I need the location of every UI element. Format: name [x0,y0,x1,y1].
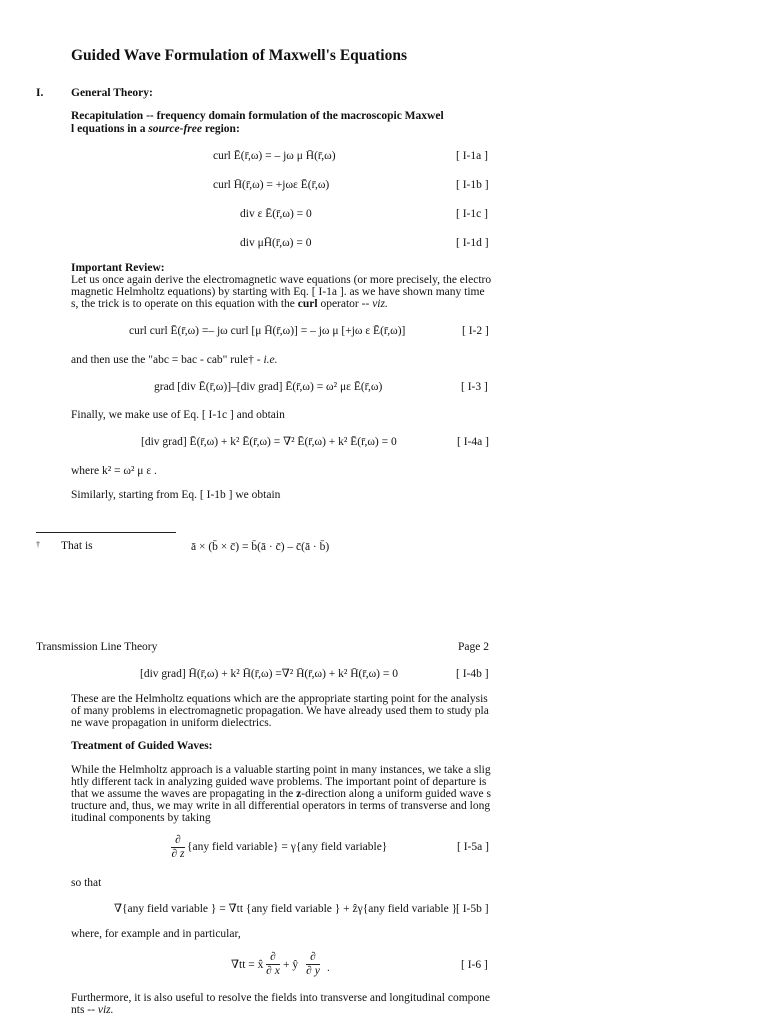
running-header-title: Transmission Line Theory [36,641,158,653]
equation-i-5a-denominator: ∂ z [171,847,185,860]
equation-i-1c: div ε Ē(r̄,ω) = 0 [240,208,312,220]
equation-i-4a: [div grad] Ē(r̄,ω) + k² Ē(r̄,ω) = ∇² Ē(r̄,ω) + k² Ē(r̄,ω) = 0 [141,436,397,448]
equation-number-i-4a: [ I-4a ] [457,436,489,448]
recap-line-1: Recapitulation -- frequency domain formulation of the macroscopic Maxwel [71,110,444,122]
so-that-text: so that [71,877,102,889]
recap-line-2-suffix: region: [201,123,240,135]
abc-rule-text [71,354,278,367]
equation-i-1a: curl Ē(r̄,ω) = – jω μ H̄(r̄,ω) [213,150,336,162]
equation-number-i-4b: [ I-4b ] [456,668,489,680]
equation-i-5b: ∇̄{any field variable } = ∇̄tt {any field variable } + ẑγ{any field variable } [114,903,458,915]
guided-line-3-prefix: that we assume the waves are propagating in the [71,788,297,800]
equation-number-i-3: [ I-3 ] [461,381,488,393]
equation-i-5a-derivative [171,834,185,860]
guided-line-3-suffix: -direction along a uniform guided wave s [301,788,491,800]
equation-i-3: grad [div Ē(r̄,ω)]–[div grad] Ē(r̄,ω) = ω² με Ē(r̄,ω) [154,381,383,393]
review-heading: Important Review: [71,262,165,274]
equation-i-6-lhs: ∇̄tt = x̂ [231,959,264,971]
equation-number-i-6: [ I-6 ] [461,959,488,971]
equation-number-i-5a: [ I-5a ] [457,841,489,853]
equation-i-6-d-dx [266,951,280,977]
furthermore-line-1: Furthermore, it is also useful to resolve the fields into transverse and longitudinal compone [71,992,491,1004]
review-line-3-mid: operator -- [317,298,373,310]
equation-number-i-5b: [ I-5b ] [456,903,489,915]
page-title: Guided Wave Formulation of Maxwell's Equations [71,47,408,64]
equation-i-5a-numerator: ∂ [175,834,181,846]
where-example-text: where, for example and in particular, [71,928,241,940]
equation-i-4b: [div grad] H̄(r̄,ω) + k² H̄(r̄,ω) =∇² H̄(r̄,ω) + k² H̄(r̄,ω) = 0 [140,668,398,680]
guided-line-3 [71,788,491,801]
equation-number-i-1d: [ I-1d ] [456,237,489,249]
furthermore-line-2 [71,1004,114,1017]
footnote-text: That is [61,540,93,552]
guided-line-1: While the Helmholtz approach is a valuable starting point in many instances, we take a slig [71,764,491,776]
helmholtz-line-1: These are the Helmholtz equations which are the appropriate starting point for the analysis [71,693,488,705]
review-line-3-bold: curl [297,298,318,310]
review-line-3 [71,298,388,311]
recap-line-2-prefix: l equations in a [71,123,149,135]
review-line-1: Let us once again derive the electromagnetic wave equations (or more precisely, the electro [71,274,492,286]
recap-line-2 [71,123,240,136]
abc-rule-italic: i.e. [263,354,278,366]
equation-i-6-dx-numerator: ∂ [270,951,276,963]
guided-line-5: itudinal components by taking [71,812,211,824]
equation-number-i-1a: [ I-1a ] [456,150,488,162]
furthermore-line-2-italic: viz. [97,1004,114,1016]
equation-i-1b: curl H̄(r̄,ω) = +jωε Ē(r̄,ω) [213,179,330,191]
page-number: Page 2 [458,641,489,653]
helmholtz-line-2: of many problems in electromagnetic propagation. We have already used them to study pla [71,705,489,717]
equation-i-6-dy-denominator: ∂ y [306,964,320,977]
equation-i-5a: {any field variable} = γ{any field variable} [187,841,388,853]
section-heading: General Theory: [71,87,153,99]
recap-line-2-italic: source-free [148,123,202,135]
similarly-text: Similarly, starting from Eq. [ I-1b ] we obtain [71,489,281,501]
equation-i-6-plus: + ŷ [283,959,299,971]
equation-i-6-period: . [327,962,330,974]
review-line-3-prefix: s, the trick is to operate on this equation with the [71,298,298,310]
footnote-rule [36,532,176,533]
equation-i-1d: div μH̄(r̄,ω) = 0 [240,237,312,249]
helmholtz-line-3: ne wave propagation in uniform dielectrics. [71,717,272,729]
equation-i-6-d-dy [306,951,320,977]
guided-line-4: tructure and, thus, we may write in all differential operators in terms of transverse and long [71,800,491,812]
equation-number-i-2: [ I-2 ] [462,325,489,337]
finally-text: Finally, we make use of Eq. [ I-1c ] and obtain [71,409,285,421]
guided-line-3-bold: z [296,788,302,800]
footnote-marker: † [36,540,40,549]
equation-i-6-dy-numerator: ∂ [310,951,316,963]
equation-i-6-dx-denominator: ∂ x [266,964,280,977]
review-line-3-italic: viz. [372,298,388,310]
section-number: I. [36,87,44,99]
abc-rule-prefix: and then use the "abc = bac - cab" rule† - [71,354,264,366]
guided-line-2: htly different tack in analyzing guided wave problems. The important point of departure is [71,776,487,788]
footnote-formula: ā × (b̄ × c̄) = b̄(ā · c̄) – c̄(ā · b̄) [191,541,330,553]
furthermore-line-2-prefix: nts -- [71,1004,98,1016]
equation-number-i-1b: [ I-1b ] [456,179,489,191]
review-line-2: magnetic Helmholtz equations) by starting with Eq. [ I-1a ]. as we have shown many time [71,286,485,298]
guided-waves-heading: Treatment of Guided Waves: [71,740,213,752]
equation-number-i-1c: [ I-1c ] [456,208,488,220]
where-k-text: where k² = ω² μ ε . [71,465,157,477]
equation-i-2: curl curl Ē(r̄,ω) =– jω curl [μ H̄(r̄,ω)] = – jω μ [+jω ε Ē(r̄,ω)] [129,325,406,337]
